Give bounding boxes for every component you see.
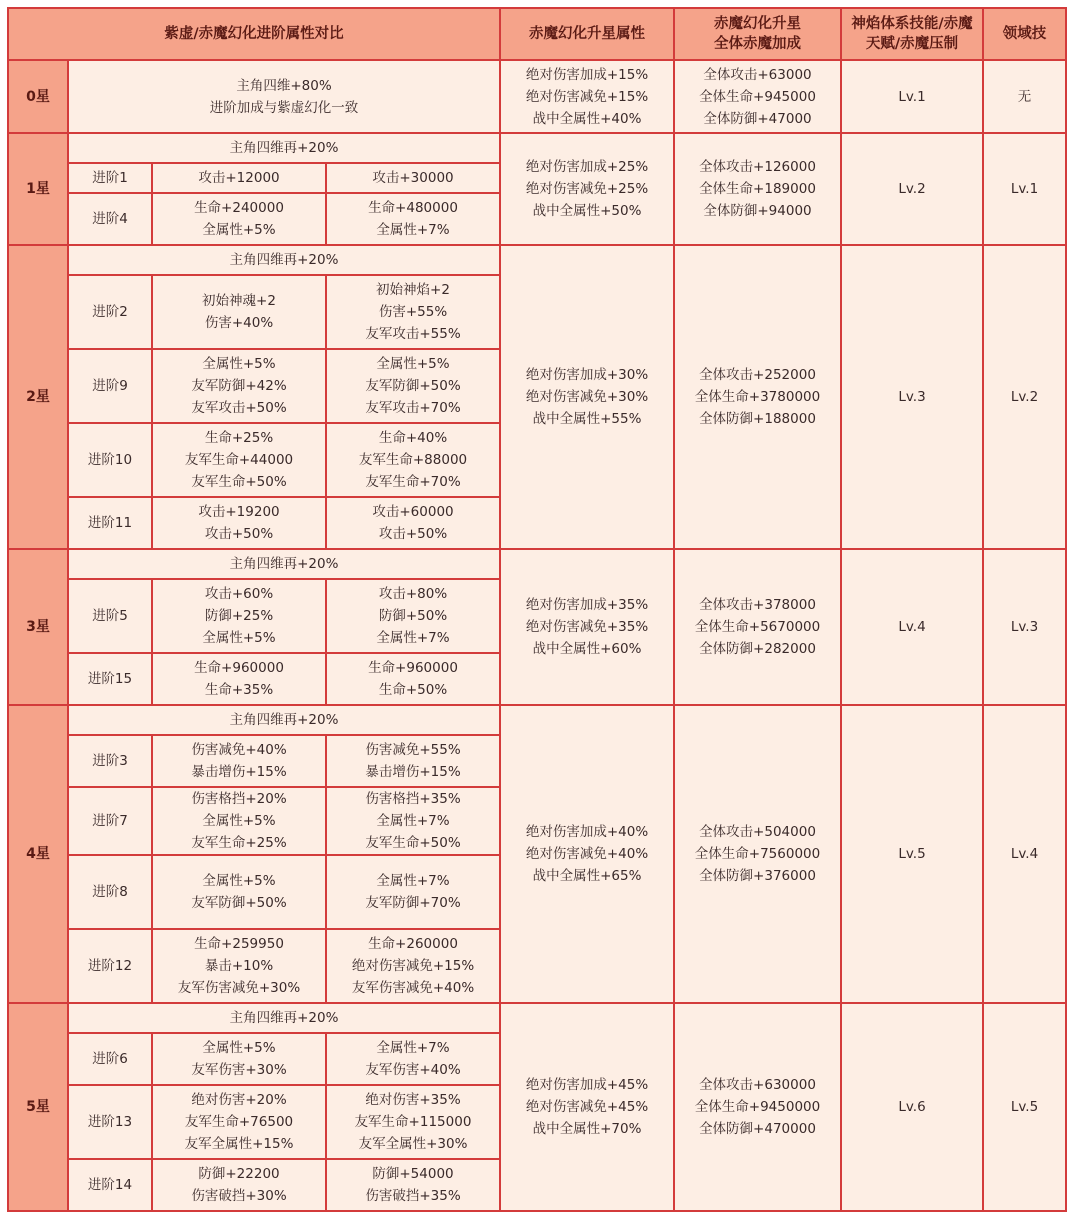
star-label: 5星 [9,1004,67,1210]
star-attr-line: 绝对伤害加成+15% [525,66,649,83]
chimo-attr-line: 防御+50% [378,608,448,624]
zixu-attr [153,736,325,786]
chimo-attr-line: 友军生命+50% [365,835,461,851]
star-attr-line: 绝对伤害减免+45% [525,1099,649,1115]
star-attr-line: 战中全属性+65% [532,868,642,884]
chimo-attr-line: 全属性+5% [376,356,450,372]
base-bonus-line: 主角四维+80% [236,77,332,94]
chimo-attr-line: 伤害减免+55% [365,742,461,758]
zixu-attr-line: 生命+35% [204,682,274,698]
base-bonus-line: 主角四维再+20% [229,556,339,572]
domain-level: Lv.1 [984,134,1065,244]
advance-name: 进阶1 [69,164,151,192]
chimo-attr-line: 伤害+55% [378,304,448,320]
star-attr [501,246,673,548]
zixu-attr-line: 友军生命+25% [191,835,287,851]
zixu-attr-line: 全属性+5% [202,873,276,889]
base-bonus [69,134,499,162]
chimo-attr-line: 伤害破挡+35% [365,1188,461,1204]
star-attr-line: 战中全属性+50% [532,203,642,219]
zixu-attr [153,424,325,496]
zixu-attr [153,580,325,652]
global-bonus-line: 全体攻击+504000 [699,824,816,840]
star-label: 3星 [9,550,67,704]
star-label: 1星 [9,134,67,244]
chimo-attr [327,930,499,1002]
global-bonus-line: 全体生命+5670000 [694,619,821,635]
star-attr [501,550,673,704]
star-attr-line: 战中全属性+40% [532,110,642,127]
zixu-attr-line: 全属性+5% [202,222,276,238]
star-attr-line: 战中全属性+70% [532,1121,642,1137]
star-attr-line: 绝对伤害加成+25% [525,159,649,175]
star-attr-line: 绝对伤害加成+40% [525,824,649,840]
chimo-attr-line: 友军生命+88000 [358,452,468,468]
domain-level: Lv.3 [984,550,1065,704]
global-bonus-line: 全体攻击+252000 [699,367,816,383]
star-label: 0星 [9,61,67,132]
chimo-attr-line: 生命+50% [378,682,448,698]
star-attr-line: 绝对伤害加成+30% [525,367,649,383]
global-bonus-line: 全体攻击+378000 [699,597,816,613]
chimo-attr-line: 全属性+7% [376,1040,450,1056]
zixu-attr-line: 伤害减免+40% [191,742,287,758]
star-label: 2星 [9,246,67,548]
header-compare: 紫虚/赤魔幻化进阶属性对比 [9,9,499,59]
zixu-attr-line: 友军防御+42% [191,378,287,394]
chimo-attr-line: 生命+960000 [368,660,458,676]
global-bonus-line: 全体生命+7560000 [694,846,821,862]
zixu-attr-line: 伤害破挡+30% [191,1188,287,1204]
zixu-attr-line: 初始神魂+2 [202,293,276,309]
zixu-attr-line: 友军伤害+30% [191,1062,287,1078]
zixu-attr-line: 伤害+40% [204,315,274,331]
star-attr-line: 战中全属性+60% [532,641,642,657]
comparison-table [7,7,1067,1212]
zixu-attr-line: 生命+25% [204,430,274,446]
global-bonus [675,61,840,132]
chimo-attr [327,194,499,244]
zixu-attr-line: 生命+960000 [194,660,284,676]
chimo-attr-line: 攻击+60000 [372,504,454,520]
chimo-attr-line: 生命+480000 [368,200,458,216]
star-attr-line: 绝对伤害加成+35% [525,597,649,613]
global-bonus-line: 全体生命+945000 [699,88,816,105]
zixu-attr-line: 攻击+12000 [198,170,280,186]
zixu-attr [153,350,325,422]
skill-level: Lv.2 [842,134,982,244]
domain-level: 无 [984,61,1065,132]
star-row [9,134,1065,162]
global-bonus-line: 全体防御+282000 [699,641,816,657]
chimo-attr [327,1034,499,1084]
base-bonus-line: 主角四维再+20% [229,252,339,268]
global-bonus [675,550,840,704]
header-domain: 领域技 [984,9,1065,59]
star-row [9,61,1065,132]
base-bonus-line: 主角四维再+20% [229,140,339,156]
zixu-attr [153,1086,325,1158]
star-attr-line: 绝对伤害减免+15% [525,88,649,105]
chimo-attr-line: 攻击+50% [378,526,448,542]
star-row [9,1004,1065,1032]
advance-name: 进阶6 [69,1034,151,1084]
zixu-attr-line: 攻击+60% [204,586,274,602]
chimo-attr-line: 友军伤害减免+40% [351,980,475,996]
chimo-attr-line: 防御+54000 [372,1166,454,1182]
zixu-attr [153,856,325,928]
zixu-attr-line: 全属性+5% [202,813,276,829]
global-bonus-line: 全体防御+188000 [699,411,816,427]
chimo-attr [327,654,499,704]
zixu-attr-line: 攻击+19200 [198,504,280,520]
chimo-attr-line: 友军伤害+40% [365,1062,461,1078]
chimo-attr-line: 友军生命+70% [365,474,461,490]
star-row [9,550,1065,578]
chimo-attr [327,1086,499,1158]
chimo-attr-line: 暴击增伤+15% [365,764,461,780]
star-attr-line: 绝对伤害加成+45% [525,1077,649,1093]
base-bonus [69,550,499,578]
advance-name: 进阶2 [69,276,151,348]
global-bonus-line: 全体防御+376000 [699,868,816,884]
domain-level: Lv.5 [984,1004,1065,1210]
chimo-attr-line: 友军生命+115000 [354,1114,472,1130]
chimo-attr [327,1160,499,1210]
zixu-attr-line: 生命+259950 [194,936,284,952]
base-bonus-line: 主角四维再+20% [229,712,339,728]
zixu-attr [153,194,325,244]
zixu-attr-line: 友军生命+44000 [184,452,294,468]
zixu-attr-line: 友军全属性+15% [184,1136,294,1152]
zixu-attr-line: 生命+240000 [194,200,284,216]
star-attr-line: 绝对伤害减免+25% [525,181,649,197]
zixu-attr-line: 友军伤害减免+30% [177,980,301,996]
chimo-attr-line: 生命+40% [378,430,448,446]
base-bonus [69,61,499,132]
zixu-attr-line: 友军生命+76500 [184,1114,294,1130]
chimo-attr-line: 初始神焰+2 [376,282,450,298]
global-bonus-line: 全体防御+47000 [703,110,812,127]
star-attr [501,1004,673,1210]
chimo-attr-line: 绝对伤害减免+15% [351,958,475,974]
chimo-attr-line: 绝对伤害+35% [365,1092,461,1108]
domain-level: Lv.4 [984,706,1065,1002]
zixu-attr [153,1034,325,1084]
advance-name: 进阶13 [69,1086,151,1158]
base-bonus-line: 主角四维再+20% [229,1010,339,1026]
advance-name: 进阶4 [69,194,151,244]
global-bonus [675,706,840,1002]
zixu-attr-line: 暴击增伤+15% [191,764,287,780]
zixu-attr-line: 全属性+5% [202,630,276,646]
chimo-attr [327,164,499,192]
zixu-attr-line: 绝对伤害+20% [191,1092,287,1108]
advance-name: 进阶14 [69,1160,151,1210]
global-bonus [675,246,840,548]
global-bonus [675,1004,840,1210]
chimo-attr [327,856,499,928]
chimo-attr [327,424,499,496]
advance-name: 进阶11 [69,498,151,548]
chimo-attr-line: 攻击+80% [378,586,448,602]
zixu-attr [153,788,325,854]
skill-level: Lv.1 [842,61,982,132]
advance-name: 进阶8 [69,856,151,928]
chimo-attr [327,580,499,652]
star-row [9,706,1065,734]
star-row [9,246,1065,274]
zixu-attr [153,930,325,1002]
zixu-attr-line: 攻击+50% [204,526,274,542]
global-bonus-line: 全体生命+189000 [699,181,816,197]
star-attr [501,134,673,244]
skill-level: Lv.4 [842,550,982,704]
star-attr [501,706,673,1002]
table-container [7,7,1067,1212]
global-bonus-line: 全体防御+470000 [699,1121,816,1137]
chimo-attr-line: 全属性+7% [376,813,450,829]
chimo-attr-line: 伤害格挡+35% [365,791,461,807]
advance-name: 进阶15 [69,654,151,704]
zixu-attr [153,164,325,192]
domain-level: Lv.2 [984,246,1065,548]
chimo-attr-line: 友军防御+70% [365,895,461,911]
global-bonus-line: 全体生命+9450000 [694,1099,821,1115]
advance-name: 进阶5 [69,580,151,652]
zixu-attr-line: 防御+25% [204,608,274,624]
chimo-attr [327,788,499,854]
zixu-attr [153,654,325,704]
advance-name: 进阶10 [69,424,151,496]
skill-level: Lv.6 [842,1004,982,1210]
zixu-attr [153,498,325,548]
chimo-attr-line: 全属性+7% [376,873,450,889]
zixu-attr-line: 伤害格挡+20% [191,791,287,807]
base-bonus [69,246,499,274]
base-bonus-line: 进阶加成与紫虚幻化一致 [209,99,359,116]
star-attr-line: 绝对伤害减免+40% [525,846,649,862]
base-bonus [69,1004,499,1032]
skill-level: Lv.5 [842,706,982,1002]
chimo-attr-line: 友军防御+50% [365,378,461,394]
chimo-attr [327,498,499,548]
global-bonus-line: 全体防御+94000 [703,203,812,219]
advance-name: 进阶12 [69,930,151,1002]
zixu-attr-line: 友军防御+50% [191,895,287,911]
global-bonus-line: 全体生命+3780000 [694,389,821,405]
star-attr [501,61,673,132]
chimo-attr-line: 友军全属性+30% [358,1136,468,1152]
star-label: 4星 [9,706,67,1002]
global-bonus-line: 全体攻击+630000 [699,1077,816,1093]
header-star-attr: 赤魔幻化升星属性 [501,9,673,59]
zixu-attr [153,276,325,348]
chimo-attr [327,276,499,348]
header-bonus: 赤魔幻化升星 全体赤魔加成 [675,9,840,59]
skill-level: Lv.3 [842,246,982,548]
zixu-attr-line: 防御+22200 [198,1166,280,1182]
global-bonus-line: 全体攻击+126000 [699,159,816,175]
chimo-attr-line: 攻击+30000 [372,170,454,186]
advance-name: 进阶7 [69,788,151,854]
zixu-attr-line: 友军攻击+50% [191,400,287,416]
chimo-attr-line: 全属性+7% [376,222,450,238]
star-attr-line: 绝对伤害减免+35% [525,619,649,635]
star-attr-line: 绝对伤害减免+30% [525,389,649,405]
global-bonus [675,134,840,244]
chimo-attr-line: 生命+260000 [368,936,458,952]
global-bonus-line: 全体攻击+63000 [703,66,812,83]
base-bonus [69,706,499,734]
chimo-attr-line: 友军攻击+70% [365,400,461,416]
chimo-attr [327,350,499,422]
advance-name: 进阶3 [69,736,151,786]
chimo-attr [327,736,499,786]
advance-name: 进阶9 [69,350,151,422]
zixu-attr-line: 全属性+5% [202,1040,276,1056]
zixu-attr [153,1160,325,1210]
chimo-attr-line: 全属性+7% [376,630,450,646]
header-skill: 神焰体系技能/赤魔 天赋/赤魔压制 [842,9,982,59]
zixu-attr-line: 暴击+10% [204,958,274,974]
star-attr-line: 战中全属性+55% [532,411,642,427]
chimo-attr-line: 友军攻击+55% [365,326,461,342]
zixu-attr-line: 全属性+5% [202,356,276,372]
zixu-attr-line: 友军生命+50% [191,474,287,490]
